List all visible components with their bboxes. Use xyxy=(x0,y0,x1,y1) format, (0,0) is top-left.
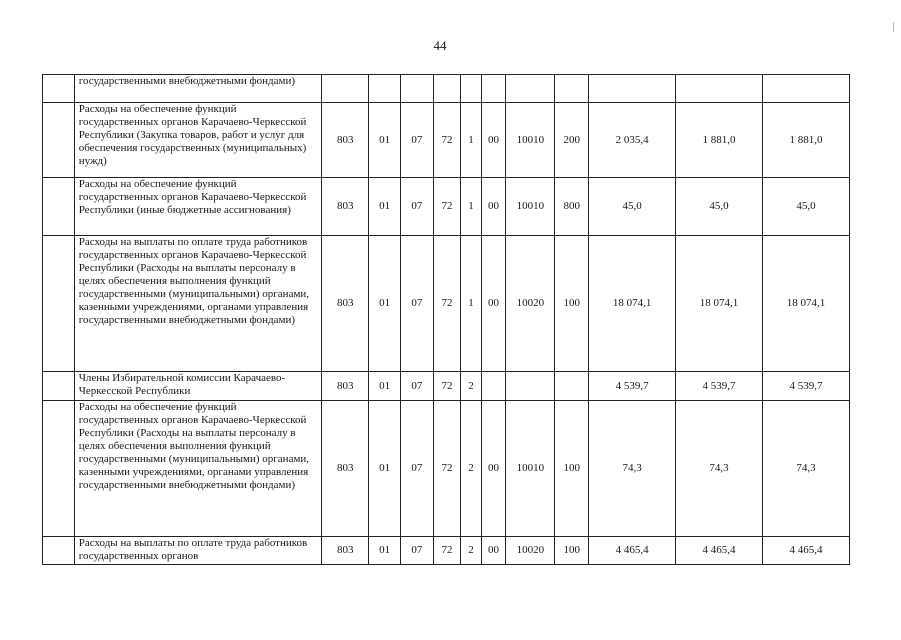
admin-code-cell: 803 xyxy=(322,372,369,401)
subprogram-cell: 2 xyxy=(461,372,481,401)
expense-code-cell: 10010 xyxy=(506,103,555,178)
admin-code-cell xyxy=(322,75,369,103)
subsection-cell: 07 xyxy=(400,178,433,236)
subprogram-cell: 2 xyxy=(461,537,481,565)
subprogram-cell xyxy=(461,75,481,103)
expense-code-cell: 10020 xyxy=(506,537,555,565)
expense-code-cell xyxy=(506,75,555,103)
description-cell: Члены Избирательной комиссии Карачаево-Черкесской Республики xyxy=(74,372,322,401)
expense-type-cell: 200 xyxy=(555,103,589,178)
row-number-cell xyxy=(43,178,75,236)
subsection-cell xyxy=(400,75,433,103)
amount-year3-cell: 74,3 xyxy=(763,401,850,537)
table-row xyxy=(43,537,850,565)
table-row xyxy=(43,178,850,236)
section-cell: 01 xyxy=(369,537,401,565)
row-number-cell xyxy=(43,537,75,565)
direction-cell: 00 xyxy=(481,236,506,372)
program-cell: 72 xyxy=(433,178,461,236)
program-cell: 72 xyxy=(433,236,461,372)
subprogram-cell: 1 xyxy=(461,178,481,236)
section-cell: 01 xyxy=(369,401,401,537)
scan-edge-mark xyxy=(893,22,894,32)
amount-year2-cell: 74,3 xyxy=(676,401,763,537)
amount-year2-cell: 45,0 xyxy=(676,178,763,236)
direction-cell xyxy=(481,372,506,401)
description-cell: Расходы на выплаты по оплате труда работников государственных органов xyxy=(74,537,322,565)
amount-year2-cell: 4 539,7 xyxy=(676,372,763,401)
amount-year3-cell: 4 539,7 xyxy=(763,372,850,401)
admin-code-cell: 803 xyxy=(322,401,369,537)
description-cell: государственными внебюджетными фондами) xyxy=(74,75,322,103)
program-cell: 72 xyxy=(433,103,461,178)
description-cell: Расходы на выплаты по оплате труда работников государственных органов Карачаево-Черкесской Республики (Расходы на выплаты персоналу в целях обеспечения выполнения функций государственными (муниципальными) органами, казенными учреждениями, органами управления государственными внебюджетными фондами) xyxy=(74,236,322,372)
subsection-cell: 07 xyxy=(400,372,433,401)
amount-year1-cell: 74,3 xyxy=(589,401,676,537)
section-cell xyxy=(369,75,401,103)
direction-cell: 00 xyxy=(481,178,506,236)
section-cell: 01 xyxy=(369,178,401,236)
amount-year1-cell: 2 035,4 xyxy=(589,103,676,178)
subsection-cell: 07 xyxy=(400,537,433,565)
subsection-cell: 07 xyxy=(400,401,433,537)
amount-year2-cell: 4 465,4 xyxy=(676,537,763,565)
row-number-cell xyxy=(43,75,75,103)
amount-year2-cell: 1 881,0 xyxy=(676,103,763,178)
expense-type-cell: 100 xyxy=(555,401,589,537)
table-row xyxy=(43,75,850,103)
direction-cell xyxy=(481,75,506,103)
admin-code-cell: 803 xyxy=(322,236,369,372)
amount-year1-cell: 4 539,7 xyxy=(589,372,676,401)
amount-year1-cell: 4 465,4 xyxy=(589,537,676,565)
program-cell: 72 xyxy=(433,372,461,401)
admin-code-cell: 803 xyxy=(322,178,369,236)
section-cell: 01 xyxy=(369,103,401,178)
amount-year2-cell: 18 074,1 xyxy=(676,236,763,372)
description-cell: Расходы на обеспечение функций государственных органов Карачаево-Черкесской Республики (Расходы на выплаты персоналу в целях обеспечения выполнения функций государственными (муниципальными) органами, казенными учреждениями, органами управления государственными внебюджетными фондами) xyxy=(74,401,322,537)
row-number-cell xyxy=(43,401,75,537)
row-number-cell xyxy=(43,103,75,178)
amount-year1-cell xyxy=(589,75,676,103)
description-cell: Расходы на обеспечение функций государственных органов Карачаево-Черкесской Республики (Закупка товаров, работ и услуг для обеспечения государственных (муниципальных) нужд) xyxy=(74,103,322,178)
amount-year3-cell xyxy=(763,75,850,103)
table-row xyxy=(43,103,850,178)
amount-year3-cell: 18 074,1 xyxy=(763,236,850,372)
expense-code-cell xyxy=(506,372,555,401)
expense-type-cell: 800 xyxy=(555,178,589,236)
description-cell: Расходы на обеспечение функций государственных органов Карачаево-Черкесской Республики (иные бюджетные ассигнования) xyxy=(74,178,322,236)
program-cell: 72 xyxy=(433,537,461,565)
admin-code-cell: 803 xyxy=(322,103,369,178)
table-row xyxy=(43,236,850,372)
expense-type-cell: 100 xyxy=(555,236,589,372)
direction-cell: 00 xyxy=(481,537,506,565)
direction-cell: 00 xyxy=(481,103,506,178)
section-cell: 01 xyxy=(369,236,401,372)
amount-year2-cell xyxy=(676,75,763,103)
expense-type-cell xyxy=(555,372,589,401)
row-number-cell xyxy=(43,372,75,401)
expense-type-cell: 100 xyxy=(555,537,589,565)
section-cell: 01 xyxy=(369,372,401,401)
direction-cell: 00 xyxy=(481,401,506,537)
program-cell: 72 xyxy=(433,401,461,537)
subprogram-cell: 2 xyxy=(461,401,481,537)
amount-year1-cell: 18 074,1 xyxy=(589,236,676,372)
amount-year3-cell: 1 881,0 xyxy=(763,103,850,178)
amount-year1-cell: 45,0 xyxy=(589,178,676,236)
expense-code-cell: 10010 xyxy=(506,401,555,537)
expense-code-cell: 10020 xyxy=(506,236,555,372)
expense-type-cell xyxy=(555,75,589,103)
amount-year3-cell: 4 465,4 xyxy=(763,537,850,565)
admin-code-cell: 803 xyxy=(322,537,369,565)
program-cell xyxy=(433,75,461,103)
budget-table xyxy=(42,74,850,565)
subsection-cell: 07 xyxy=(400,236,433,372)
subprogram-cell: 1 xyxy=(461,236,481,372)
subsection-cell: 07 xyxy=(400,103,433,178)
page-number: 44 xyxy=(433,38,447,53)
table-row xyxy=(43,401,850,537)
table-row xyxy=(43,372,850,401)
expense-code-cell: 10010 xyxy=(506,178,555,236)
subprogram-cell: 1 xyxy=(461,103,481,178)
row-number-cell xyxy=(43,236,75,372)
amount-year3-cell: 45,0 xyxy=(763,178,850,236)
